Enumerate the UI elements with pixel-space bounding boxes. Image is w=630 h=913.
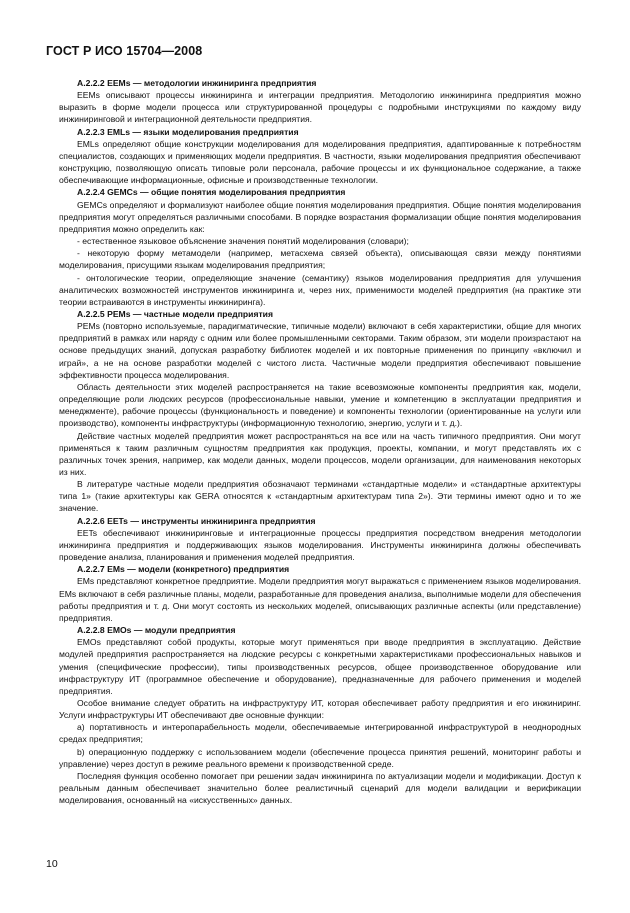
- body-paragraph: Последняя функция особенно помогает при решении задач инжиниринга по актуализации модели и модификации. Доступ к реальным данным обеспечивает значительно более реалистичный сценарий для модели валидации и верификации моделирования, основанный на «искусственных» данных.: [59, 770, 581, 806]
- list-item: b) операционную поддержку с использованием модели (обеспечение процесса принятия решений, мониторинг работы и управление) через доступ в режиме реального времени к производственной среде.: [59, 746, 581, 769]
- section-heading: А.2.2.8 EMOs — модули предприятия: [77, 625, 236, 636]
- standard-header: ГОСТ Р ИСО 15704—2008: [46, 44, 203, 58]
- body-paragraph: EETs обеспечивают инжиниринговые и интеграционные процессы предприятия посредством внедрения методологии инжиниринга предприятия и поддерживающих языков моделирования. Инструменты инжиниринга должны обеспечивать проведение анализа, планирования и применения моделей предприятия.: [59, 527, 581, 563]
- page-content: [59, 77, 581, 806]
- body-paragraph: EMs представляют конкретное предприятие. Модели предприятия могут выражаться с применением языков моделирования. EMs включают в себя различные планы, модели, разработанные для проведения анализа, выполнимые модели для обеспечения работы предприятия и т. д. Они могут состоять из нескольких моделей, описывающих различные аспекты (или представление) предприятия.: [59, 576, 581, 623]
- body-paragraph: EEMs описывают процессы инжиниринга и интеграции предприятия. Методологию инжиниринга предприятия можно выразить в форме модели процесса или структурированной процедуры с подробными инструкциями по каждому виду инжиниринговой и интеграционной деятельности предприятия.: [59, 90, 581, 125]
- body-paragraph: Особое внимание следует обратить на инфраструктуру ИТ, которая обеспечивает работу предприятия и его инжиниринг. Услуги инфраструктуры ИТ обеспечивают две основные функции:: [59, 697, 581, 721]
- body-paragraph: PEMs (повторно используемые, парадигматические, типичные модели) включают в себя характеристики, общие для многих предприятий в рамках или наряду с одним или более промышленными секторами. Таким образом, эти модели произрастают на основе предыдущих знаний, допуская разработку библиотек моделей и их повторные применения по принципу «включил и играй», а не на основе разработки моделей с чистого листа. Частичные модели предприятия обеспечивают повышение эффективности процесса моделирования.: [59, 321, 581, 380]
- list-item: - некоторую форму метамодели (например, метасхема связей объекта), описывающая связи между понятиями моделирования, присущими языкам моделирования предприятия;: [59, 248, 581, 271]
- body-paragraph: EMOs представляют собой продукты, которые могут применяться при вводе предприятия в эксплуатацию. Действие модулей предприятия распространяется на людские ресурсы с конкретными характеристиками профессиональных навыков и умения (специфические профессии), типы производственных ресурсов, общее производственное оборудование или инфраструктуру ИТ (программное обеспечение и оборудование), предназначенные для рабочего применения и моделей предприятия.: [59, 637, 581, 696]
- page-number: 10: [46, 858, 58, 870]
- body-paragraph: Область деятельности этих моделей распространяется на такие всевозможные компоненты предприятия как, модели, определяющие роли людских ресурсов (профессиональные навыки, умение и компетенцию в эксплуатации предприятия и менеджменте), рабочие процессы (функциональность и поведение) и компоненты технологии (ориентированные на услуги или производство), компоненты инфраструктуры (информационную технологию, энергию, услуги и т. д.).: [59, 381, 581, 429]
- body-paragraph: В литературе частные модели предприятия обозначают терминами «стандартные модели» и «стандартные архитектуры типа 1» (такие архитектуры как GERA относятся к «стандартным архитектурам типа 2»). Эти термины имеют одно и то же значение.: [59, 479, 581, 514]
- section-heading: А.2.2.4 GEMCs — общие понятия моделирования предприятия: [77, 187, 346, 198]
- body-paragraph: Действие частных моделей предприятия может распространяться на все или на часть типичного предприятия. Они могут применяться к таким различным сущностям предприятия как продукция, проекты, компании, и могут представлять их с различных точек зрения, например, как модели данных, модели процессов, модели организации, для наименования некоторых из них.: [59, 430, 581, 477]
- list-item: - естественное языковое объяснение значения понятий моделирования (словари);: [77, 236, 409, 247]
- section-heading: А.2.2.2 EEMs — методологии инжиниринга предприятия: [77, 78, 317, 88]
- body-paragraph: GEMCs определяют и формализуют наиболее общие понятия моделирования предприятия. Общие понятия моделирования предприятия могут определяться различными способами. В порядке возрастания формализации общие понятия моделирования предприятия можно определить как:: [59, 199, 581, 234]
- list-item: - онтологические теории, определяющие значение (семантику) языков моделирования предприятия для улучшения аналитических возможностей инструментов инжиниринга и, через них, применимости моделей предприятия (на практике эти теории встраиваются в инструменты инжиниринга).: [59, 272, 581, 307]
- body-paragraph: EMLs определяют общие конструкции моделирования для моделирования предприятия, адаптированные к потребностям специалистов, создающих и применяющих модели предприятия. В частности, языки моделирования предприятия обеспечивают конструкцию, позволяющую описать типовые роли персонала, рабочие процессы и их функциональное содержание, а также обеспечивающие информационные, офисные и производственные технологии.: [59, 138, 581, 186]
- section-heading: А.2.2.3 EMLs — языки моделирования предприятия: [77, 126, 299, 137]
- section-heading: А.2.2.7 EMs — модели (конкретного) предприятия: [77, 564, 290, 575]
- list-item: а) портативность и интеропарабельность модели, обеспечиваемые интегрированной инфраструктурой в неоднородных средах предприятия;: [59, 722, 581, 745]
- section-heading: А.2.2.6 EETs — инструменты инжиниринга предприятия: [77, 515, 316, 526]
- section-heading: А.2.2.5 PEMs — частные модели предприятия: [77, 308, 273, 319]
